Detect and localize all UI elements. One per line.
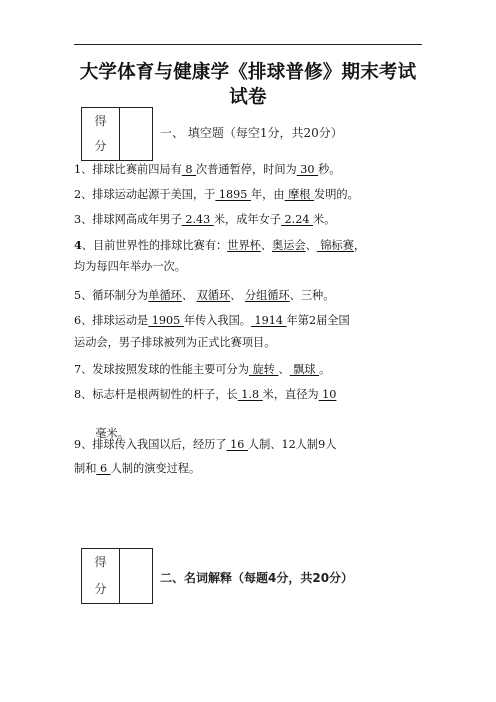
- answer-blank: 1914: [250, 314, 287, 327]
- question-7: 7、发球按照发球的性能主要可分为 旋转 、 飘球 。: [74, 363, 331, 376]
- answer-blank: 1.8: [237, 388, 263, 401]
- answer-blank: 6: [96, 462, 111, 475]
- question-8: 8、标志杆是根两韧性的杆子，长 1.8 米，直径为 10: [74, 388, 337, 401]
- title-line-1: 大学体育与健康学《排球普修》期末考试: [79, 62, 417, 83]
- score-box-2: [81, 548, 153, 604]
- answer-blank: 30: [296, 163, 319, 176]
- question-9: 9、排球传入我国以后，经历了 16 人制、12人制9人: [74, 438, 337, 451]
- answer-blank: 16: [226, 438, 248, 451]
- score-label-bottom: 分: [94, 582, 107, 596]
- answer-blank: 双循环: [196, 289, 231, 302]
- question-5: 5、循环制分为单循环、 双循环、 分组循环、三种。: [74, 289, 335, 302]
- title-line-2: 试卷: [229, 87, 267, 108]
- question-8-continuation: 毫米。: [81, 427, 129, 440]
- top-rule: [74, 44, 422, 45]
- question-1: 1、排球比赛前四局有 8 次普通暂停，时间为 30 秒。: [74, 163, 341, 176]
- answer-blank: 世界杯: [227, 239, 261, 252]
- score-entry-cell[interactable]: [120, 108, 152, 160]
- answer-blank: 旋转: [248, 363, 279, 376]
- answer-blank: 1905: [148, 314, 184, 327]
- question-2: 2、排球运动起源于美国，于 1895 年，由 摩根 发明的。: [74, 188, 359, 201]
- answer-blank: 1895: [215, 188, 251, 201]
- score-label-bottom: 分: [94, 139, 107, 153]
- score-label-top: 得: [94, 555, 107, 569]
- score-label-top: 得: [94, 114, 107, 128]
- question-6-continuation: 运动会，男子排球被列为正式比赛项目。: [74, 336, 276, 349]
- answer-blank: 锦标赛: [316, 239, 354, 252]
- answer-blank: 奥运会: [272, 239, 306, 252]
- exam-title: [70, 60, 426, 110]
- question-4-continuation: 均为每四年举办一次。: [74, 260, 186, 273]
- question-3: 3、排球网高成年男子 2.43 米，成年女子 2.24 米。: [74, 213, 336, 226]
- question-6: 6、排球运动是 1905 年传入我国。 1914 年第2届全国: [74, 314, 350, 327]
- answer-blank: 摩根: [284, 188, 315, 201]
- answer-blank: 10: [318, 388, 337, 401]
- section-1-heading: 一、 填空题（每空1分，共20分）: [160, 126, 343, 140]
- question-4: 4、目前世界性的排球比赛有：世界杯、奥运会、 锦标赛，: [74, 238, 366, 252]
- answer-blank: 2.43: [181, 213, 214, 226]
- answer-blank: 飘球: [289, 363, 320, 376]
- answer-blank: 8: [181, 163, 197, 176]
- answer-blank: 单循环: [148, 289, 182, 302]
- answer-blank: 2.24: [280, 213, 314, 226]
- answer-blank: 分组循环: [244, 289, 290, 302]
- section-2-heading: 二、名词解释（每题4分，共20分）: [160, 571, 354, 585]
- question-9-continuation: 制和 6 人制的演变过程。: [74, 462, 201, 475]
- score-box-1: [81, 107, 153, 161]
- score-entry-cell[interactable]: [120, 549, 152, 603]
